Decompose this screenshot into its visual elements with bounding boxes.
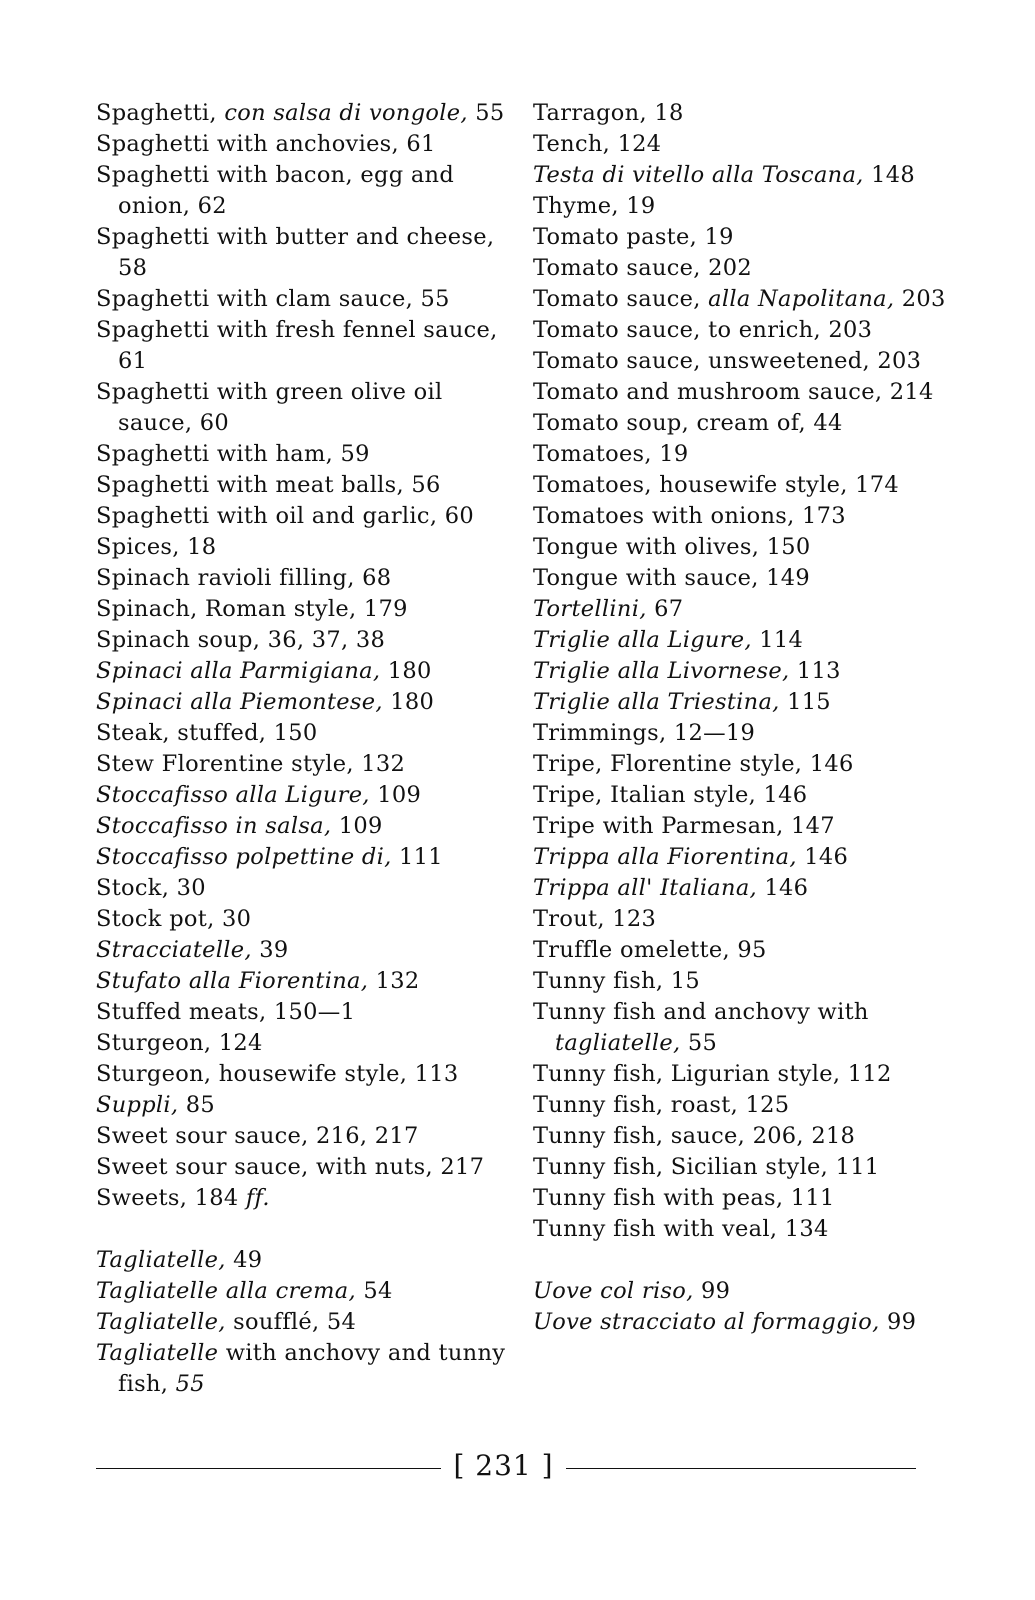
index-entry bbox=[96, 315, 506, 377]
index-entry-text: 114 bbox=[751, 627, 804, 653]
index-entry bbox=[96, 842, 506, 873]
index-entry bbox=[533, 470, 953, 501]
index-entry-text: Tomato paste, 19 bbox=[533, 224, 734, 250]
index-entry-text: Stracciatelle, bbox=[96, 937, 252, 963]
index-entry bbox=[533, 718, 953, 749]
index-entry bbox=[533, 842, 953, 873]
index-entry-text: Tench, 124 bbox=[533, 131, 662, 157]
index-entry bbox=[533, 749, 953, 780]
index-entry-text: Spaghetti with butter and cheese, 58 bbox=[96, 224, 495, 281]
index-entry bbox=[96, 997, 506, 1028]
index-entry-text: Suppli, bbox=[96, 1092, 179, 1118]
index-entry bbox=[96, 377, 506, 439]
index-entry bbox=[533, 780, 953, 811]
index-entry bbox=[96, 718, 506, 749]
index-entry bbox=[96, 1276, 506, 1307]
index-entry-text: Tripe with Parmesan, 147 bbox=[533, 813, 835, 839]
index-entry-text: 109 bbox=[369, 782, 422, 808]
index-entry-text: 85 bbox=[178, 1092, 216, 1118]
index-entry-text: 132 bbox=[368, 968, 420, 994]
index-entry bbox=[533, 160, 953, 191]
index-entry bbox=[533, 439, 953, 470]
index-entry-text: Stufato alla Fiorentina, bbox=[96, 968, 369, 994]
index-entry bbox=[533, 408, 953, 439]
index-entry bbox=[96, 1183, 506, 1214]
index-entry-text: 115 bbox=[779, 689, 831, 715]
index-entry-text: Tunny fish with veal, 134 bbox=[533, 1216, 829, 1242]
index-entry bbox=[533, 315, 953, 346]
index-entry bbox=[96, 1028, 506, 1059]
index-entry-text: Tomato soup, cream of, 44 bbox=[533, 410, 843, 436]
index-entry bbox=[96, 966, 506, 997]
index-entry bbox=[533, 129, 953, 160]
index-entry-text: 146 bbox=[796, 844, 849, 870]
index-entry-text: Spinaci alla Piemontese, bbox=[96, 689, 383, 715]
index-entry-text: tagliatelle, bbox=[555, 1030, 681, 1056]
index-entry-text: Tagliatelle bbox=[96, 1340, 219, 1366]
index-entry-text: Trippa alla Fiorentina, bbox=[533, 844, 797, 870]
index-entry-text: 180 bbox=[380, 658, 432, 684]
index-entry-text: Tunny fish, Ligurian style, 112 bbox=[533, 1061, 892, 1087]
index-entry-text: Tomato sauce, 202 bbox=[533, 255, 753, 281]
index-entry-text: Sweet sour sauce, 216, 217 bbox=[96, 1123, 419, 1149]
index-entry-text: Uove col riso, bbox=[533, 1278, 694, 1304]
index-entry-text: Trout, 123 bbox=[533, 906, 657, 932]
index-entry-text: Spaghetti with ham, 59 bbox=[96, 441, 370, 467]
index-entry bbox=[96, 1307, 506, 1338]
index-entry bbox=[96, 687, 506, 718]
index-entry bbox=[533, 625, 953, 656]
index-entry-text: Stoccafisso alla Ligure, bbox=[96, 782, 370, 808]
index-entry bbox=[533, 1307, 953, 1338]
index-entry bbox=[96, 594, 506, 625]
index-entry-text: 67 bbox=[646, 596, 684, 622]
index-entry bbox=[533, 1152, 953, 1183]
index-entry bbox=[96, 1090, 506, 1121]
index-entry-text: Tunny fish, roast, 125 bbox=[533, 1092, 790, 1118]
index-entry-text: Spaghetti, bbox=[96, 100, 225, 126]
index-entry bbox=[533, 966, 953, 997]
index-entry-text: Testa di vitello alla Toscana, bbox=[533, 162, 864, 188]
index-entry bbox=[533, 873, 953, 904]
index-entry bbox=[533, 563, 953, 594]
page-footer bbox=[96, 1446, 926, 1486]
index-entry-text: 109 bbox=[331, 813, 383, 839]
index-entry-text: Tunny fish, Sicilian style, 111 bbox=[533, 1154, 880, 1180]
index-entry-text: Tortellini, bbox=[533, 596, 647, 622]
index-entry-text: Stoccafisso in salsa, bbox=[96, 813, 332, 839]
index-entry-text: Sturgeon, housewife style, 113 bbox=[96, 1061, 459, 1087]
index-entry-text: 148 bbox=[863, 162, 915, 188]
index-entry bbox=[96, 1121, 506, 1152]
index-entry-text: Tomatoes, housewife style, 174 bbox=[533, 472, 900, 498]
index-column-right bbox=[533, 98, 953, 1338]
index-entry-text: Tongue with olives, 150 bbox=[533, 534, 811, 560]
index-entry bbox=[533, 501, 953, 532]
index-entry-text: Stew Florentine style, 132 bbox=[96, 751, 406, 777]
index-entry-text: Tunny fish, sauce, 206, 218 bbox=[533, 1123, 856, 1149]
index-entry-text: Tomato sauce, bbox=[533, 286, 709, 312]
index-entry bbox=[96, 439, 506, 470]
index-entry-text: Sweet sour sauce, with nuts, 217 bbox=[96, 1154, 485, 1180]
index-entry bbox=[96, 129, 506, 160]
index-entry bbox=[533, 222, 953, 253]
index-entry-text: Tarragon, 18 bbox=[533, 100, 684, 126]
index-entry-text: Stock, 30 bbox=[96, 875, 206, 901]
index-entry-text: Spaghetti with anchovies, 61 bbox=[96, 131, 436, 157]
index-entry-text: Spaghetti with green olive oil sauce, 60 bbox=[96, 379, 443, 436]
index-entry-text: Truffle omelette, 95 bbox=[533, 937, 767, 963]
index-entry-text: Spinach ravioli filling, 68 bbox=[96, 565, 392, 591]
footer-rule-right bbox=[566, 1468, 916, 1469]
index-entry-text: Tagliatelle, bbox=[96, 1309, 226, 1335]
index-entry bbox=[96, 873, 506, 904]
index-entry-text: Steak, stuffed, 150 bbox=[96, 720, 318, 746]
index-entry bbox=[533, 935, 953, 966]
index-entry-text: 39 bbox=[251, 937, 289, 963]
index-entry bbox=[96, 532, 506, 563]
index-column-left bbox=[96, 98, 506, 1400]
index-entry-text: alla Napolitana, bbox=[708, 286, 895, 312]
index-entry bbox=[533, 997, 953, 1059]
index-entry-text: Spaghetti with bacon, egg and onion, 62 bbox=[96, 162, 455, 219]
index-entry-text: Spaghetti with oil and garlic, 60 bbox=[96, 503, 474, 529]
index-entry-text: Stuffed meats, 150—1 bbox=[96, 999, 356, 1025]
index-entry-text: Spices, 18 bbox=[96, 534, 217, 560]
index-entry-text: Tomato and mushroom sauce, 214 bbox=[533, 379, 934, 405]
index-entry bbox=[96, 501, 506, 532]
index-entry bbox=[533, 1276, 953, 1307]
index-entry-text: Triglie alla Livornese, bbox=[533, 658, 790, 684]
index-entry-text: 111 bbox=[391, 844, 443, 870]
index-entry-text: 55 bbox=[175, 1371, 205, 1397]
index-entry bbox=[96, 470, 506, 501]
index-entry bbox=[96, 1245, 506, 1276]
index-entry-text: Uove stracciato al formaggio, bbox=[533, 1309, 880, 1335]
index-entry bbox=[96, 284, 506, 315]
index-entry-text: Spaghetti with meat balls, 56 bbox=[96, 472, 441, 498]
index-entry-text: Tripe, Florentine style, 146 bbox=[533, 751, 854, 777]
index-entry-text: Tomato sauce, to enrich, 203 bbox=[533, 317, 873, 343]
page-number: [ 231 ] bbox=[453, 1449, 554, 1482]
index-entry-text: 49 bbox=[225, 1247, 263, 1273]
index-entry-text: 113 bbox=[789, 658, 841, 684]
index-entry-text: Tunny fish, 15 bbox=[533, 968, 701, 994]
footer-rule-left bbox=[96, 1468, 441, 1469]
index-entry-text: Tomatoes with onions, 173 bbox=[533, 503, 846, 529]
index-entry bbox=[96, 625, 506, 656]
index-entry-text: 203 bbox=[894, 286, 946, 312]
index-entry bbox=[533, 1214, 953, 1245]
index-entry-text: Tagliatelle alla crema, bbox=[96, 1278, 356, 1304]
index-entry bbox=[533, 811, 953, 842]
index-entry bbox=[533, 98, 953, 129]
index-entry-text: Trippa all' Italiana, bbox=[533, 875, 757, 901]
index-entry bbox=[533, 1059, 953, 1090]
index-entry-text: Tomato sauce, unsweetened, 203 bbox=[533, 348, 922, 374]
index-entry-text: 55 bbox=[680, 1030, 718, 1056]
index-entry-text: 55 bbox=[467, 100, 505, 126]
index-entry bbox=[96, 749, 506, 780]
index-entry bbox=[96, 904, 506, 935]
index-entry bbox=[533, 1090, 953, 1121]
index-entry bbox=[96, 563, 506, 594]
index-entry bbox=[96, 1059, 506, 1090]
index-entry bbox=[96, 1338, 506, 1400]
index-entry bbox=[533, 284, 953, 315]
index-entry-text: Stoccafisso polpettine di, bbox=[96, 844, 392, 870]
index-entry bbox=[96, 780, 506, 811]
index-entry-text: with anchovy and tunny fish, bbox=[118, 1340, 506, 1397]
index-entry-text: Spinach soup, 36, 37, 38 bbox=[96, 627, 386, 653]
index-entry-text: Tunny fish and anchovy with bbox=[533, 999, 869, 1025]
index-entry bbox=[96, 1152, 506, 1183]
index-entry bbox=[533, 1183, 953, 1214]
index-entry bbox=[96, 811, 506, 842]
index-entry-text: Spaghetti with fresh fennel sauce, 61 bbox=[96, 317, 498, 374]
index-entry bbox=[533, 253, 953, 284]
index-entry bbox=[533, 594, 953, 625]
index-entry-text: Spaghetti with clam sauce, 55 bbox=[96, 286, 450, 312]
index-entry-text: ff. bbox=[245, 1185, 270, 1211]
index-entry-text: Tagliatelle, bbox=[96, 1247, 226, 1273]
index-entry bbox=[96, 160, 506, 222]
index-entry bbox=[533, 1121, 953, 1152]
index-entry bbox=[533, 904, 953, 935]
index-entry bbox=[533, 346, 953, 377]
index-entry bbox=[96, 98, 506, 129]
index-entry bbox=[96, 222, 506, 284]
index-entry-text: Tomatoes, 19 bbox=[533, 441, 689, 467]
index-entry bbox=[533, 687, 953, 718]
index-entry bbox=[96, 935, 506, 966]
index-entry-text: 146 bbox=[756, 875, 809, 901]
index-entry-text: Tunny fish with peas, 111 bbox=[533, 1185, 835, 1211]
index-entry-text: Sturgeon, 124 bbox=[96, 1030, 263, 1056]
index-entry-text: 54 bbox=[355, 1278, 393, 1304]
index-entry-text: 99 bbox=[693, 1278, 731, 1304]
index-entry-text: Thyme, 19 bbox=[533, 193, 656, 219]
index-entry-text: 99 bbox=[879, 1309, 917, 1335]
index-entry-text: Triglie alla Ligure, bbox=[533, 627, 752, 653]
index-entry-text: soufflé, 54 bbox=[225, 1309, 357, 1335]
index-entry-text: Trimmings, 12—19 bbox=[533, 720, 756, 746]
index-entry-text: Stock pot, 30 bbox=[96, 906, 252, 932]
index-entry-text: 180 bbox=[382, 689, 435, 715]
index-entry-text: Tongue with sauce, 149 bbox=[533, 565, 811, 591]
index-entry bbox=[533, 191, 953, 222]
index-entry-text: Sweets, 184 bbox=[96, 1185, 246, 1211]
index-entry bbox=[96, 656, 506, 687]
index-entry bbox=[533, 532, 953, 563]
index-entry-text: Spinaci alla Parmigiana, bbox=[96, 658, 381, 684]
index-entry bbox=[533, 377, 953, 408]
index-entry-text: con salsa di vongole, bbox=[224, 100, 468, 126]
index-entry-text: Triglie alla Triestina, bbox=[533, 689, 780, 715]
index-entry bbox=[533, 656, 953, 687]
index-entry-text: Tripe, Italian style, 146 bbox=[533, 782, 808, 808]
index-entry-text: Spinach, Roman style, 179 bbox=[96, 596, 408, 622]
